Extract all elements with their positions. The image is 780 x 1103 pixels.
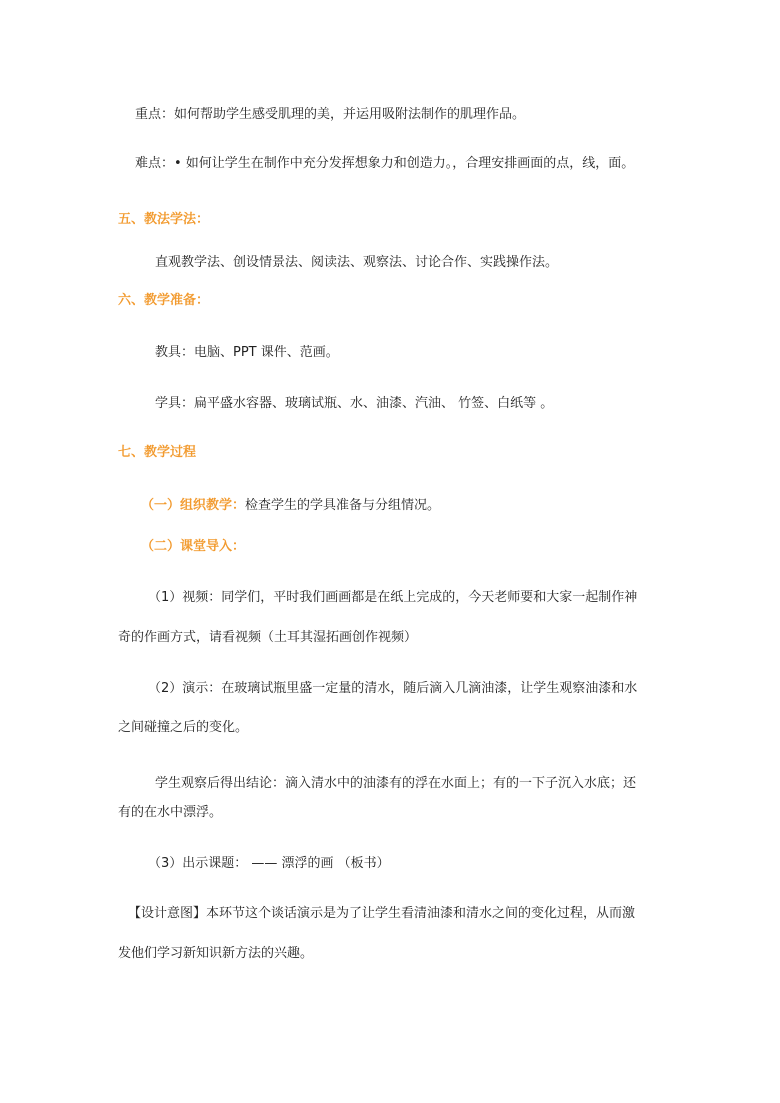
topic-line: （3）出示课题： —— 漂浮的画 （板书） [148, 856, 390, 871]
design-intent-line2: 发他们学习新知识新方法的兴趣。 [118, 946, 314, 961]
demo-paragraph-line1: （2）演示：在玻璃试瓶里盛一定量的清水，随后滴入几滴油漆，让学生观察油漆和水 [148, 681, 638, 696]
observation-line1: 学生观察后得出结论：滴入清水中的油漆有的浮在水面上；有的一下子沉入水底；还 [155, 776, 637, 791]
organize-teaching-text: 检查学生的学具准备与分组情况。 [245, 498, 441, 513]
section-5-content: 直观教学法、创设情景法、阅读法、观察法、讨论合作、实践操作法。 [155, 255, 559, 270]
video-paragraph-line2: 奇的作画方式，请看视频（土耳其湿拓画创作视频） [118, 630, 418, 645]
student-tools-text: 学具：扁平盛水容器、玻璃试瓶、水、油漆、汽油、 竹签、白纸等 。 [155, 396, 554, 411]
section-5-heading: 五、教法学法： [118, 212, 210, 227]
organize-teaching-label: （一）组织教学： [141, 498, 246, 513]
teacher-tools-text: 教具：电脑、PPT 课件、范画。 [155, 345, 339, 360]
organize-teaching-line [141, 497, 440, 515]
section-7-heading: 七、教学过程 [118, 445, 197, 460]
key-point-text: 重点：如何帮助学生感受肌理的美，并运用吸附法制作的肌理作品。 [135, 107, 526, 122]
difficult-point-text: 难点：• 如何让学生在制作中充分发挥想象力和创造力。，合理安排画面的点，线，面。 [135, 156, 635, 171]
observation-line2: 有的在水中漂浮。 [118, 805, 223, 820]
design-intent-line1: 【设计意图】本环节这个谈话演示是为了让学生看清油漆和清水之间的变化过程，从而激 [128, 906, 636, 921]
demo-paragraph-line2: 之间碰撞之后的变化。 [118, 720, 249, 735]
video-paragraph-line1: （1）视频：同学们，平时我们画画都是在纸上完成的，今天老师要和大家一起制作神 [148, 590, 638, 605]
section-6-heading: 六、教学准备： [118, 293, 210, 308]
class-intro-label: （二）课堂导入： [141, 539, 246, 554]
